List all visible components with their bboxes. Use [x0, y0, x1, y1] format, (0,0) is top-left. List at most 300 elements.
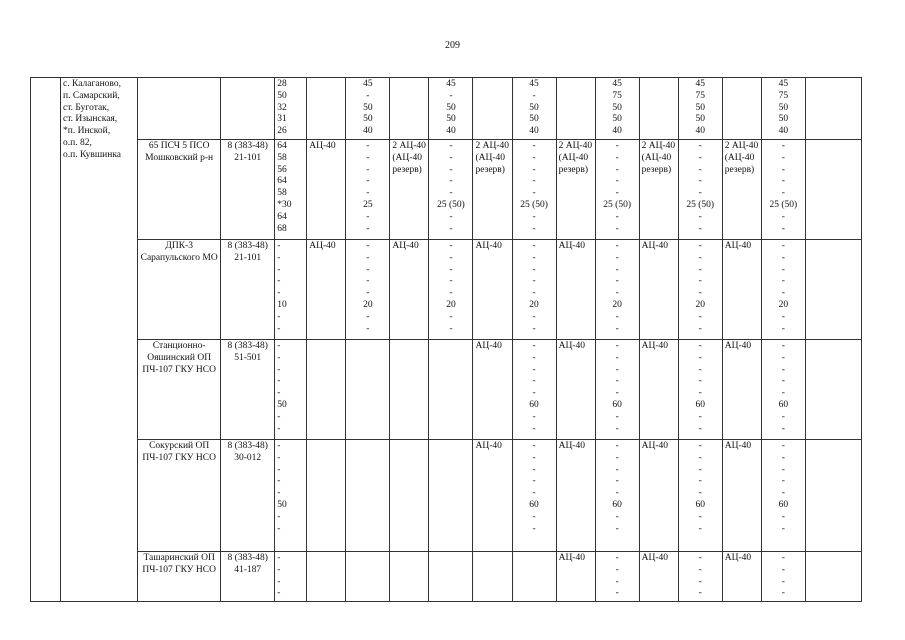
response-value: - [615, 252, 619, 263]
response-value: 50 [695, 114, 705, 125]
response-value: - [781, 176, 785, 187]
response-time-cell [512, 552, 556, 602]
response-value: - [615, 276, 619, 287]
equipment-cell [639, 240, 678, 340]
equipment-cell [390, 340, 429, 440]
response-value: 40 [446, 126, 456, 137]
table-row [31, 78, 862, 140]
equipment-value: АЦ-40 [558, 441, 585, 451]
response-value: - [781, 223, 785, 234]
equipment-cell [390, 440, 429, 552]
distance-value: - [277, 488, 281, 499]
response-value: 60 [695, 499, 705, 510]
fire-unit-name [138, 78, 221, 140]
table-row [31, 140, 862, 240]
distance-value: 50 [277, 399, 287, 410]
response-value: 50 [529, 114, 539, 125]
response-time-cell [595, 78, 639, 140]
equipment-cell [639, 78, 678, 140]
response-time-cell [429, 552, 473, 602]
distance-value: - [277, 276, 281, 287]
response-time-cell [346, 552, 390, 602]
equipment-value: АЦ-40 [558, 241, 585, 251]
response-value: - [781, 488, 785, 499]
equipment-value: АЦ-40 [392, 241, 419, 251]
distance-cell [275, 240, 307, 340]
response-time-cell [761, 140, 805, 240]
response-value: - [449, 188, 453, 199]
response-value: 60 [612, 399, 622, 410]
response-value: 40 [612, 126, 622, 137]
response-value: - [698, 341, 702, 351]
response-value: - [698, 423, 702, 434]
response-value: - [781, 252, 785, 263]
equipment-value: АЦ-40 [724, 241, 752, 251]
response-value: - [366, 288, 370, 299]
response-time-cell [512, 140, 556, 240]
response-value: - [781, 553, 785, 563]
response-value: - [698, 576, 702, 587]
response-value: - [781, 341, 785, 351]
response-value: - [532, 411, 536, 422]
response-value: - [366, 141, 370, 151]
equipment-value: резерв) [475, 164, 505, 175]
equipment-cell [307, 340, 346, 440]
fire-unit-name: Ташаринский ОП ПЧ-107 ГКУ НСО [138, 552, 221, 602]
phone-number: 8 (383-48) 21-101 [221, 240, 275, 340]
equipment-cell [307, 552, 346, 602]
response-value: - [532, 241, 536, 251]
distance-value: 28 [277, 79, 287, 89]
response-time-cell [429, 140, 473, 240]
response-value: - [366, 176, 370, 187]
response-time-cell [512, 440, 556, 552]
equipment-cell [307, 78, 346, 140]
response-value: - [532, 276, 536, 287]
response-time-cell [512, 78, 556, 140]
response-value: - [781, 411, 785, 422]
response-value: - [698, 553, 702, 563]
response-value: - [532, 476, 536, 487]
phone-number [221, 78, 275, 140]
distance-value: - [277, 423, 281, 434]
distance-cell [275, 340, 307, 440]
response-value: 40 [529, 126, 539, 137]
distance-value: - [277, 441, 281, 451]
response-value: 75 [612, 90, 622, 101]
table-row [31, 240, 862, 340]
response-value: - [781, 441, 785, 451]
distance-value: - [277, 388, 281, 399]
settlement-name: *п. Инской, [63, 126, 111, 137]
response-value: 40 [363, 126, 373, 137]
response-value: - [449, 211, 453, 222]
response-value: - [615, 264, 619, 275]
response-value: - [532, 152, 536, 163]
phone-number: 8 (383-48) 30-012 [221, 440, 275, 552]
response-value: - [698, 311, 702, 322]
response-value: - [366, 90, 370, 101]
equipment-cell [473, 78, 512, 140]
response-time-cell [595, 440, 639, 552]
response-value: 50 [612, 102, 622, 113]
phone-number: 8 (383-48) 41-187 [221, 552, 275, 602]
response-value: 50 [446, 102, 456, 113]
response-value: - [698, 376, 702, 387]
response-value: - [698, 588, 702, 599]
settlement-name: с. Калаганово, [63, 79, 121, 89]
response-value: - [615, 188, 619, 199]
equipment-value: 2 АЦ-40 [475, 141, 509, 151]
response-value: - [781, 388, 785, 399]
response-value: 40 [778, 126, 789, 137]
response-value: - [449, 311, 453, 322]
response-value: - [698, 223, 702, 234]
response-value: - [615, 211, 619, 222]
response-value: - [449, 264, 453, 275]
response-value: - [449, 323, 453, 334]
response-value: 20 [778, 299, 789, 310]
settlement-name: о.п. 82, [63, 137, 92, 148]
response-value: - [781, 464, 785, 475]
response-value: - [615, 511, 619, 522]
distance-cell [275, 78, 307, 140]
equipment-cell [556, 552, 595, 602]
equipment-cell [307, 240, 346, 340]
response-value: 50 [612, 114, 622, 125]
response-time-cell [595, 240, 639, 340]
response-value: 45 [363, 79, 373, 89]
response-value: - [366, 276, 370, 287]
equipment-cell [556, 440, 595, 552]
response-value: - [698, 352, 702, 363]
response-value: - [615, 152, 619, 163]
response-time-cell [761, 78, 805, 140]
response-time-cell [595, 340, 639, 440]
equipment-cell [556, 140, 595, 240]
response-value: - [781, 276, 785, 287]
response-time-cell [761, 552, 805, 602]
response-time-cell [346, 340, 390, 440]
response-value: - [698, 141, 702, 151]
response-value: - [615, 476, 619, 487]
response-value: - [781, 476, 785, 487]
response-value: - [449, 90, 453, 101]
response-time-cell [512, 240, 556, 340]
response-value: - [615, 223, 619, 234]
response-value: - [781, 323, 785, 334]
distance-value: 10 [277, 299, 287, 310]
response-value: - [781, 288, 785, 299]
response-value: - [781, 164, 785, 175]
settlement-name: ст. Изынская, [63, 114, 118, 125]
response-value: - [781, 364, 785, 375]
distance-cell [275, 440, 307, 552]
equipment-cell [639, 140, 678, 240]
response-value: - [532, 176, 536, 187]
settlements-cell [61, 78, 138, 602]
response-value: 50 [446, 114, 456, 125]
equipment-value: резерв) [558, 164, 589, 175]
distance-value: - [277, 452, 281, 463]
distance-value: - [277, 476, 281, 487]
response-value: 25 [363, 199, 373, 210]
response-value: - [366, 211, 370, 222]
equipment-value: АЦ-40 [641, 441, 669, 451]
response-value: - [615, 452, 619, 463]
notes-cell [805, 140, 861, 240]
response-value: 60 [529, 399, 539, 410]
equipment-value: 2 АЦ-40 [724, 141, 759, 151]
response-value: - [698, 488, 702, 499]
fire-equipment-table [30, 77, 862, 602]
response-value: - [698, 364, 702, 375]
equipment-value: 2 АЦ-40 [558, 141, 593, 151]
response-value: - [781, 576, 785, 587]
response-value: 25 (50) [686, 199, 715, 210]
response-value: - [532, 441, 536, 451]
response-value: - [781, 311, 785, 322]
equipment-cell [390, 552, 429, 602]
response-value: - [449, 288, 453, 299]
response-value: - [698, 523, 702, 534]
response-value: 45 [695, 79, 705, 89]
response-value: 45 [529, 79, 539, 89]
equipment-cell [390, 140, 429, 240]
settlement-name: о.п. Кувшинка [63, 149, 122, 160]
equipment-value: резерв) [392, 164, 422, 175]
response-time-cell [346, 78, 390, 140]
response-value: - [532, 376, 536, 387]
response-value: - [532, 323, 536, 334]
equipment-value: (АЦ-40 [641, 152, 672, 163]
response-value: - [698, 252, 702, 263]
response-value: - [698, 288, 702, 299]
equipment-value: АЦ-40 [558, 341, 585, 351]
table-row [31, 552, 862, 602]
response-time-cell [512, 340, 556, 440]
response-value: - [532, 223, 536, 234]
response-value: - [615, 352, 619, 363]
equipment-value: АЦ-40 [475, 241, 502, 251]
response-value: 60 [695, 399, 705, 410]
response-value: - [532, 252, 536, 263]
equipment-cell [722, 340, 761, 440]
response-value: - [698, 323, 702, 334]
response-value: 40 [695, 126, 705, 137]
distance-value: 26 [277, 126, 287, 137]
distance-value: - [277, 511, 281, 522]
response-value: - [698, 164, 702, 175]
response-time-cell [595, 552, 639, 602]
response-value: - [698, 388, 702, 399]
response-time-cell [595, 140, 639, 240]
response-value: - [532, 423, 536, 434]
equipment-value: АЦ-40 [641, 341, 669, 351]
response-value: - [698, 188, 702, 199]
equipment-value: АЦ-40 [724, 341, 752, 351]
response-value: - [781, 423, 785, 434]
response-value: - [781, 264, 785, 275]
response-time-cell [761, 340, 805, 440]
response-value: - [698, 564, 702, 575]
response-value: - [532, 188, 536, 199]
distance-cell [275, 552, 307, 602]
distance-value: - [277, 311, 281, 322]
notes-cell [805, 240, 861, 340]
distance-cell [275, 140, 307, 240]
response-value: - [615, 523, 619, 534]
equipment-value: (АЦ-40 [558, 152, 589, 163]
response-value: - [532, 141, 536, 151]
notes-cell [805, 340, 861, 440]
response-value: - [615, 141, 619, 151]
equipment-value: АЦ-40 [309, 241, 336, 251]
notes-cell [805, 78, 861, 140]
response-value: - [615, 376, 619, 387]
distance-value: 64 [277, 176, 287, 187]
response-value: - [698, 411, 702, 422]
response-value: - [781, 188, 785, 199]
response-value: - [615, 488, 619, 499]
response-value: - [366, 241, 370, 251]
response-value: - [698, 441, 702, 451]
response-time-cell [429, 340, 473, 440]
equipment-cell [639, 552, 678, 602]
distance-value: - [277, 564, 281, 575]
response-value: - [781, 452, 785, 463]
equipment-cell [390, 240, 429, 340]
response-value: 45 [778, 79, 789, 89]
equipment-value: 2 АЦ-40 [641, 141, 676, 151]
table-row [31, 440, 862, 552]
response-value: - [366, 264, 370, 275]
response-value: 25 (50) [437, 199, 465, 210]
equipment-cell [556, 340, 595, 440]
distance-value: 50 [277, 499, 287, 510]
response-value: - [615, 164, 619, 175]
response-time-cell [429, 240, 473, 340]
equipment-value: АЦ-40 [641, 241, 669, 251]
response-value: - [615, 388, 619, 399]
distance-value: - [277, 288, 281, 299]
response-value: - [532, 352, 536, 363]
response-value: - [532, 164, 536, 175]
response-value: - [532, 211, 536, 222]
response-value: - [698, 176, 702, 187]
row-number-cell [31, 78, 61, 602]
response-value: - [449, 241, 453, 251]
equipment-value: АЦ-40 [475, 341, 502, 351]
response-value: - [366, 252, 370, 263]
response-value: - [781, 376, 785, 387]
distance-value: 64 [277, 211, 287, 222]
response-time-cell [429, 440, 473, 552]
response-value: - [532, 311, 536, 322]
equipment-cell [473, 240, 512, 340]
equipment-cell [722, 78, 761, 140]
distance-value: - [277, 252, 281, 263]
equipment-cell [473, 140, 512, 240]
response-value: - [615, 423, 619, 434]
response-value: - [698, 152, 702, 163]
distance-value: - [277, 523, 281, 534]
distance-value: - [277, 411, 281, 422]
response-value: - [781, 152, 785, 163]
equipment-value: (АЦ-40 [392, 152, 422, 163]
equipment-cell [556, 78, 595, 140]
response-value: - [698, 241, 702, 251]
notes-cell [805, 440, 861, 552]
distance-value: - [277, 553, 281, 563]
response-value: 60 [612, 499, 622, 510]
response-value: - [449, 152, 453, 163]
equipment-value: резерв) [724, 164, 755, 175]
response-value: 50 [778, 114, 789, 125]
response-value: - [449, 176, 453, 187]
settlement-name: п. Самарский, [63, 90, 120, 101]
response-time-cell [678, 240, 722, 340]
distance-value: 58 [277, 188, 287, 199]
phone-number: 8 (383-48) 21-101 [221, 140, 275, 240]
response-value: - [781, 523, 785, 534]
response-time-cell [761, 240, 805, 340]
response-time-cell [346, 440, 390, 552]
response-value: - [781, 241, 785, 251]
equipment-value: АЦ-40 [641, 553, 669, 563]
response-value: - [781, 141, 785, 151]
response-value: 60 [778, 499, 789, 510]
response-value: - [532, 523, 536, 534]
equipment-cell [473, 340, 512, 440]
response-value: - [532, 511, 536, 522]
equipment-cell [473, 552, 512, 602]
response-value: 20 [612, 299, 622, 310]
response-value: - [698, 511, 702, 522]
response-value: - [698, 276, 702, 287]
response-value: - [366, 152, 370, 163]
equipment-value: резерв) [641, 164, 672, 175]
response-value: 20 [446, 299, 456, 310]
distance-value: 50 [277, 90, 287, 101]
equipment-value: (АЦ-40 [475, 152, 506, 163]
response-value: 20 [529, 299, 539, 310]
response-value: 50 [778, 102, 789, 113]
response-value: - [615, 341, 619, 351]
equipment-cell [307, 440, 346, 552]
equipment-value: АЦ-40 [558, 553, 585, 563]
response-value: - [781, 352, 785, 363]
distance-value: - [277, 341, 281, 351]
response-value: 75 [695, 90, 705, 101]
response-value: - [615, 588, 619, 599]
response-value: - [615, 411, 619, 422]
distance-value: 31 [277, 114, 287, 125]
distance-value: 64 [277, 141, 287, 151]
response-time-cell [678, 78, 722, 140]
response-value: 50 [695, 102, 705, 113]
response-value: - [532, 452, 536, 463]
fire-unit-name: 65 ПСЧ 5 ПСО Мошковский р-н [138, 140, 221, 240]
distance-value: - [277, 264, 281, 275]
response-time-cell [761, 440, 805, 552]
fire-unit-name: Станционно-Ояшинский ОП ПЧ-107 ГКУ НСО [138, 340, 221, 440]
response-value: - [781, 564, 785, 575]
response-value: 20 [363, 299, 373, 310]
response-value: - [615, 464, 619, 475]
response-value: - [615, 288, 619, 299]
equipment-cell [473, 440, 512, 552]
